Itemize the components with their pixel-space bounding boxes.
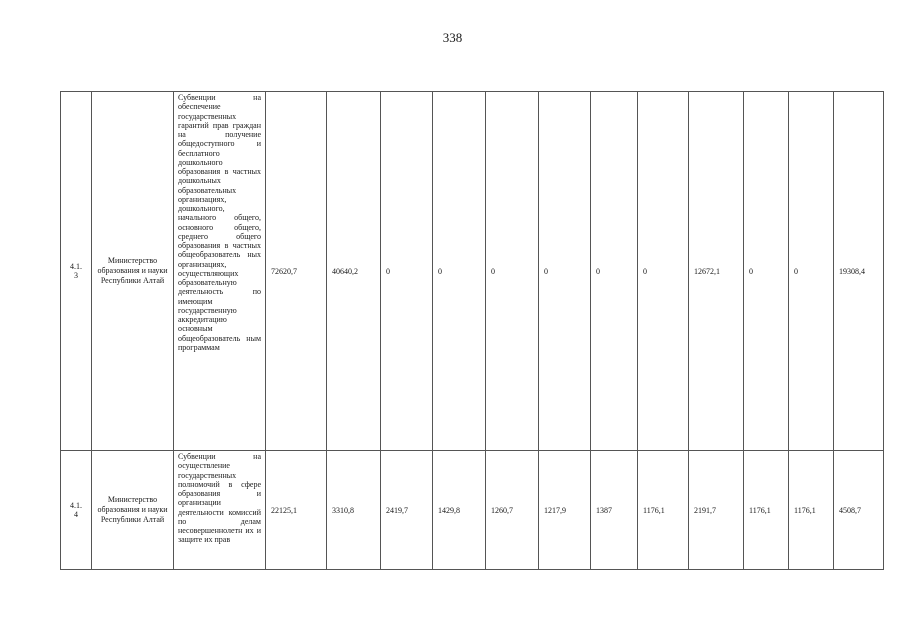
value-cell: 1217,9 [539,451,591,570]
value-cell: 0 [381,92,433,451]
budget-table [60,91,884,570]
value-cell: 2419,7 [381,451,433,570]
value-cell: 3310,8 [327,451,381,570]
table-row [61,92,884,451]
value-cell: 12672,1 [689,92,744,451]
value-cell: 19308,4 [834,92,884,451]
value-cell: 40640,2 [327,92,381,451]
value-cell: 22125,1 [266,451,327,570]
organization-cell: Министерство образования и науки Республики Алтай [92,92,174,451]
value-cell: 0 [591,92,638,451]
organization-cell: Министерство образования и науки Республики Алтай [92,451,174,570]
description-cell: Субвенции на осуществление государственных полномочий в сфере образования и организации деятельности комиссий по делам несовершеннолетн их и защите их прав [174,451,266,570]
value-cell: 1387 [591,451,638,570]
value-cell: 72620,7 [266,92,327,451]
value-cell: 0 [433,92,486,451]
value-cell: 1429,8 [433,451,486,570]
value-cell: 1176,1 [789,451,834,570]
row-number: 4.1. 3 [61,92,92,451]
value-cell: 1176,1 [638,451,689,570]
value-cell: 0 [744,92,789,451]
page-number: 338 [442,30,463,45]
value-cell: 0 [486,92,539,451]
value-cell: 0 [789,92,834,451]
row-number: 4.1. 4 [61,451,92,570]
value-cell: 0 [539,92,591,451]
table-row [61,451,884,570]
value-cell: 4508,7 [834,451,884,570]
value-cell: 1176,1 [744,451,789,570]
value-cell: 2191,7 [689,451,744,570]
value-cell: 1260,7 [486,451,539,570]
description-cell: Субвенции на обеспечение государственных гарантий прав граждан на получение общедоступного и бесплатного дошкольного образования в частных дошкольных образовательных организациях, дошкольного, начального общего, основного общего, среднего общего образования в частных общеобразователь ных организациях, осуществляющих образовательную деятельность по имеющим государственную аккредитацию основным общеобразователь ным программам [174,92,266,451]
value-cell: 0 [638,92,689,451]
